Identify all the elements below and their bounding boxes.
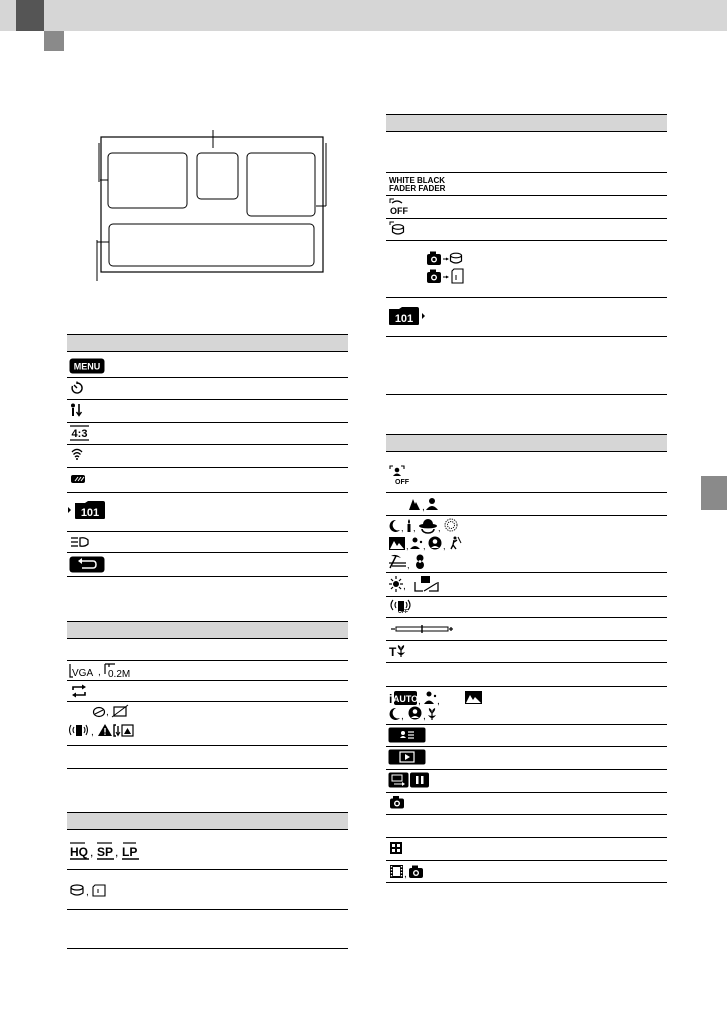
svg-text:,: ,	[413, 523, 416, 533]
table-row-divider	[386, 769, 667, 770]
svg-text:SP: SP	[97, 845, 114, 859]
table-bottom-rule	[67, 768, 348, 769]
fader-white-label: WHITE BLACK	[389, 176, 445, 185]
svg-text:OFF: OFF	[398, 609, 408, 615]
svg-text:,: ,	[437, 696, 440, 707]
svg-text:LP: LP	[122, 845, 138, 859]
table-row-divider	[386, 195, 667, 196]
hq-sp-lp-recording-mode-icon	[70, 842, 144, 860]
svg-text:101: 101	[80, 507, 100, 519]
option-button-icon	[388, 727, 426, 743]
svg-text:AUTO: AUTO	[392, 694, 419, 704]
intelligent-auto-icons	[388, 690, 498, 722]
table-row-divider	[386, 746, 667, 747]
table-row-divider	[386, 686, 667, 687]
table-row-divider	[386, 617, 667, 618]
header-dark-marker	[16, 0, 44, 31]
svg-text:,: ,	[406, 541, 409, 551]
table-row-divider	[386, 297, 667, 298]
aspect-4-3-icon	[69, 425, 91, 441]
play-pause-icon	[388, 772, 432, 788]
svg-text:,: ,	[423, 541, 426, 551]
playback-button-icon	[388, 749, 426, 765]
table-row-divider	[386, 640, 667, 641]
table-header	[386, 434, 667, 452]
nightshot-light-icon	[70, 536, 90, 548]
menu-button-icon	[69, 358, 105, 374]
face-index-off-icon	[389, 198, 413, 216]
scene-selection-icons	[388, 518, 488, 570]
table-row-divider	[67, 492, 348, 493]
svg-text:i: i	[389, 692, 393, 706]
fader-black-label: FADER FADER	[389, 184, 446, 193]
table-row-divider	[386, 814, 667, 815]
table-row-divider	[386, 515, 667, 516]
screen-layout-diagram	[90, 130, 340, 290]
table-row-divider	[67, 399, 348, 400]
page-header-band	[0, 0, 727, 31]
folder-101-icon	[388, 306, 430, 326]
folder-101-icon	[67, 500, 107, 520]
photo-icon	[389, 795, 405, 809]
table-row-divider	[67, 909, 348, 910]
svg-text:,: ,	[98, 667, 101, 678]
vga-0.2m-image-size-icon	[69, 664, 145, 678]
table-row-divider	[67, 531, 348, 532]
film-photo-icon	[389, 864, 425, 879]
svg-text:MENU: MENU	[73, 361, 101, 372]
table-row-divider	[386, 492, 667, 493]
table-header	[67, 812, 348, 830]
exposure-icon	[70, 403, 84, 417]
copy-photo-icon	[426, 250, 466, 286]
table-row-divider	[386, 218, 667, 219]
scene-pair-icon	[407, 496, 447, 512]
table-row-divider	[386, 662, 667, 663]
table-row-divider	[386, 792, 667, 793]
table-bottom-rule	[67, 576, 348, 577]
svg-text:,: ,	[407, 560, 410, 570]
index-thumbnail-icon	[389, 841, 403, 855]
table-header	[67, 334, 348, 352]
tele-macro-icon	[389, 644, 411, 659]
svg-text:4:3: 4:3	[71, 428, 88, 440]
table-row-divider	[67, 701, 348, 702]
table-bottom-rule	[67, 948, 348, 949]
svg-text:,: ,	[86, 887, 89, 898]
svg-text:T: T	[389, 645, 397, 659]
svg-text:,: ,	[115, 845, 119, 859]
svg-text:0.2M: 0.2M	[108, 669, 131, 680]
table-row-divider	[67, 869, 348, 870]
table-row-divider	[386, 572, 667, 573]
table-row-divider	[386, 172, 667, 173]
table-row-divider	[67, 422, 348, 423]
table-header	[67, 621, 348, 639]
table-header	[386, 114, 667, 132]
svg-text:,: ,	[423, 711, 426, 722]
table-row-divider	[67, 552, 348, 553]
table-row-divider	[386, 860, 667, 861]
face-detection-off-icon	[389, 465, 409, 485]
table-bottom-rule	[386, 882, 667, 883]
table-row-divider	[67, 680, 348, 681]
white-balance-icon	[389, 575, 441, 593]
svg-text:HQ: HQ	[70, 845, 88, 859]
table-row-divider	[386, 336, 667, 337]
header-grey-marker	[44, 31, 64, 51]
svg-text:,: ,	[404, 869, 407, 880]
table-row-divider	[386, 837, 667, 838]
svg-text:,: ,	[438, 523, 441, 533]
svg-text:,: ,	[90, 845, 94, 859]
svg-text:,: ,	[418, 696, 421, 707]
svg-text:OFF: OFF	[395, 479, 409, 486]
svg-text:,: ,	[401, 711, 404, 722]
wireless-icon	[71, 448, 83, 460]
table-row-divider	[67, 444, 348, 445]
table-row-divider	[386, 596, 667, 597]
table-row-divider	[67, 745, 348, 746]
table-row-divider	[67, 377, 348, 378]
svg-text:101: 101	[394, 313, 414, 325]
self-timer-icon	[70, 381, 84, 395]
battery-icon	[70, 474, 86, 484]
steadyshot-off-icon	[389, 598, 415, 614]
svg-text:,: ,	[403, 581, 406, 592]
recording-media-icon	[70, 884, 112, 898]
svg-text:VGA: VGA	[72, 668, 94, 679]
table-row-divider	[386, 724, 667, 725]
chapter-tab	[701, 476, 727, 510]
warning-indicators-icon	[68, 705, 168, 741]
table-row-divider	[386, 240, 667, 241]
svg-text:,: ,	[422, 502, 425, 513]
svg-text:,: ,	[91, 727, 94, 738]
hard-disk-icon	[389, 221, 407, 237]
spot-meter-scale-icon	[390, 624, 456, 634]
table-row-divider	[67, 660, 348, 661]
svg-text:,: ,	[443, 541, 446, 551]
table-row-divider	[67, 467, 348, 468]
svg-text:,: ,	[106, 707, 109, 718]
return-button-icon	[69, 556, 105, 573]
repeat-icon	[70, 684, 88, 698]
svg-text:,: ,	[401, 523, 404, 533]
svg-text:OFF: OFF	[390, 206, 408, 216]
table-bottom-rule	[386, 394, 667, 395]
